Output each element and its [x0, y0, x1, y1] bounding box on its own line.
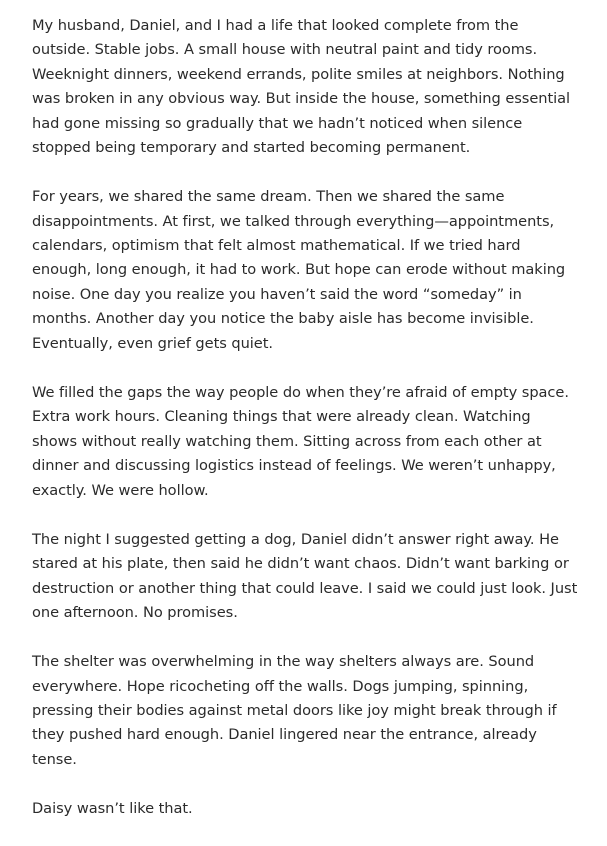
paragraph-6: Daisy wasn’t like that. [32, 799, 193, 817]
paragraph-3: We filled the gaps the way people do when they’re afraid of empty space. Extra work hours. Cleaning things that were already clean. Watching shows without really watching them. Sitting across from each other at dinner and discussing logistics instead of feelings. We weren’t unhappy, exactly. We were hollow. [32, 383, 569, 499]
article-body [32, 14, 580, 846]
paragraph-1: My husband, Daniel, and I had a life that looked complete from the outside. Stable jobs. A small house with neutral paint and tidy rooms. Weeknight dinners, weekend errands, polite smiles at neighbors. Nothing was broken in any obvious way. But inside the house, something essential had gone missing so gradually that we hadn’t noticed when silence stopped being temporary and started becoming permanent. [32, 17, 571, 157]
paragraph-2: For years, we shared the same dream. Then we shared the same disappointments. At first, we talked through everything—appointments, calendars, optimism that felt almost mathematical. If we tried hard enough, long enough, it had to work. But hope can erode without making noise. One day you realize you haven’t said the word “someday” in months. Another day you notice the baby aisle has become invisible. Eventually, even grief gets quiet. [32, 188, 566, 352]
paragraph-5: The shelter was overwhelming in the way shelters always are. Sound everywhere. Hope ricocheting off the walls. Dogs jumping, spinning, pressing their bodies against metal doors like joy might break through if they pushed hard enough. Daniel lingered near the entrance, already tense. [32, 653, 557, 768]
paragraph-4: The night I suggested getting a dog, Daniel didn’t answer right away. He stared at his plate, then said he didn’t want chaos. Didn’t want barking or destruction or another thing that could leave. I said we could just look. Just one afternoon. No promises. [32, 530, 578, 621]
